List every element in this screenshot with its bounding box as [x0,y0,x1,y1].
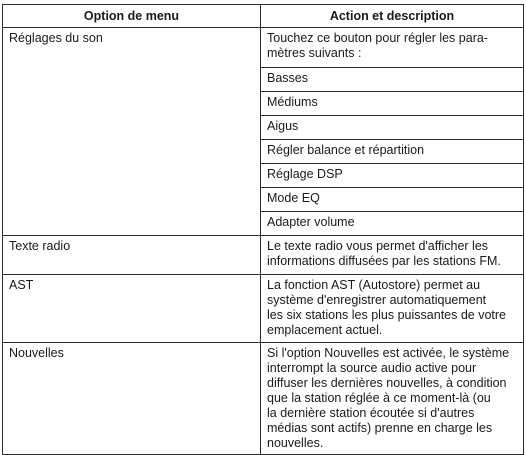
option-cell-sound: Réglages du son [3,28,261,236]
description-cell [261,343,524,455]
table-row [3,236,524,275]
header-row [3,5,524,28]
sound-item: Réglage DSP [261,164,524,188]
option-cell: AST [3,275,261,343]
description-text: Le texte radio vous permet d'afficher les informations diffusées par les stations FM. [267,239,501,268]
description-text: La fonction AST (Autostore) permet au système d'enregistrer automatiquement les six stations les plus puissantes de votre emplacement actuel. [267,278,507,337]
sound-item: Aigus [261,116,524,140]
option-cell: Nouvelles [3,343,261,455]
sound-item: Adapter volume [261,212,524,236]
table-row [3,343,524,455]
sound-item: Régler balance et répartition [261,140,524,164]
menu-options-table [2,4,524,455]
sound-item: Médiums [261,92,524,116]
header-description: Action et description [261,5,524,28]
description-cell [261,236,524,275]
header-option: Option de menu [3,5,261,28]
sound-item: Mode EQ [261,188,524,212]
sound-item: Basses [261,68,524,92]
description-cell [261,275,524,343]
description-cell-sound [261,28,524,68]
table-row [3,28,524,68]
description-text: Si l'option Nouvelles est activée, le système interrompt la source audio active pour diffuser les dernières nouvelles, à condition que la station réglée à ce moment-là (ou la dernière station écoutée si d'autres médias sont actifs) prenne en charge les nouvelles. [267,346,510,450]
option-cell: Texte radio [3,236,261,275]
table-row [3,275,524,343]
sound-intro-text: Touchez ce bouton pour régler les para- mètres suivants : [267,31,488,60]
